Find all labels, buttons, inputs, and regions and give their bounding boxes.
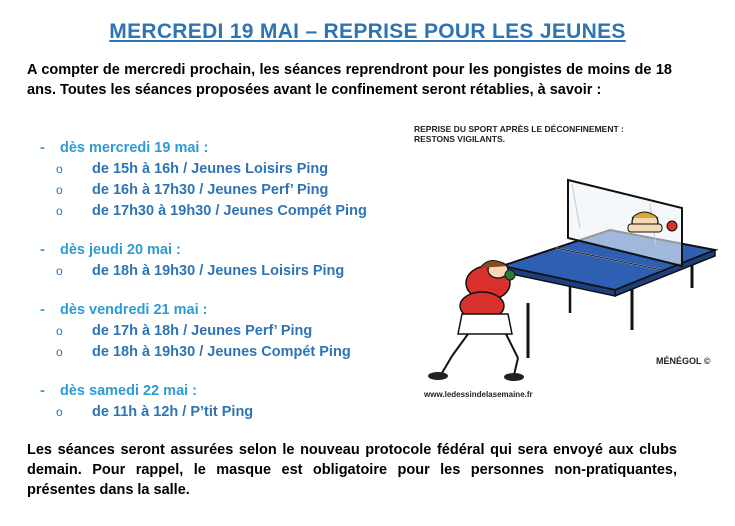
slot-label: de 16h à 17h30 / Jeunes Perf’ Ping [92,182,329,198]
bullet-icon: o [56,345,63,359]
bullet-icon: o [56,204,63,218]
page-title: MERCREDI 19 MAI – REPRISE POUR LES JEUNES [109,20,626,43]
list-item [40,321,367,342]
outro-paragraph: Les séances seront assurées selon le nouveau protocole fédéral qui sera envoyé aux clubs demain. Pour rappel, le masque est obligatoire pour les personnes non-pratiquantes, présentes dans la salle. [27,442,677,498]
bullet-icon: o [56,264,63,278]
slot-label: de 17h30 à 19h30 / Jeunes Compét Ping [92,203,367,219]
intro-paragraph: A compter de mercredi prochain, les séances reprendront pour les pongistes de moins de 18 ans. Toutes les séances proposées avant le confinement seront rétablies, à savoir : [27,62,672,98]
slot-label: de 18h à 19h30 / Jeunes Loisirs Ping [92,263,345,279]
list-item [40,342,367,363]
day-label: dès samedi 22 mai : [60,383,198,399]
day-label: dès jeudi 20 mai : [60,242,181,258]
slot-label: de 15h à 16h / Jeunes Loisirs Ping [92,161,329,177]
day-heading: - dès mercredi 19 mai : [40,140,209,156]
day-label: dès mercredi 19 mai : [60,140,209,156]
schedule-list [40,138,367,423]
bullet-icon: o [56,405,63,419]
slot-label: de 17h à 18h / Jeunes Perf’ Ping [92,323,313,339]
day-heading: - dès vendredi 21 mai : [40,302,208,318]
day-label: dès vendredi 21 mai : [60,302,208,318]
list-item [40,261,367,282]
list-item [40,201,367,222]
list-item [40,180,367,201]
day-heading: - dès jeudi 20 mai : [40,242,181,258]
slot-label: de 11h à 12h / P’tit Ping [92,404,254,420]
slot-label: de 18h à 19h30 / Jeunes Compét Ping [92,344,351,360]
bullet-icon: o [56,324,63,338]
bullet-icon: o [56,162,63,176]
cartoon-illustration [410,118,725,408]
cartoon-caption-line1: REPRISE DU SPORT APRÈS LE DÉCONFINEMENT : [414,124,624,134]
list-item [40,402,367,423]
cartoon-website: www.ledessindelasemaine.fr [424,390,533,399]
cartoon-signature: MÉNÉGOL © [656,356,711,366]
bullet-icon: o [56,183,63,197]
list-item [40,159,367,180]
day-heading: - dès samedi 22 mai : [40,383,198,399]
cartoon-caption-line2: RESTONS VIGILANTS. [414,134,505,144]
